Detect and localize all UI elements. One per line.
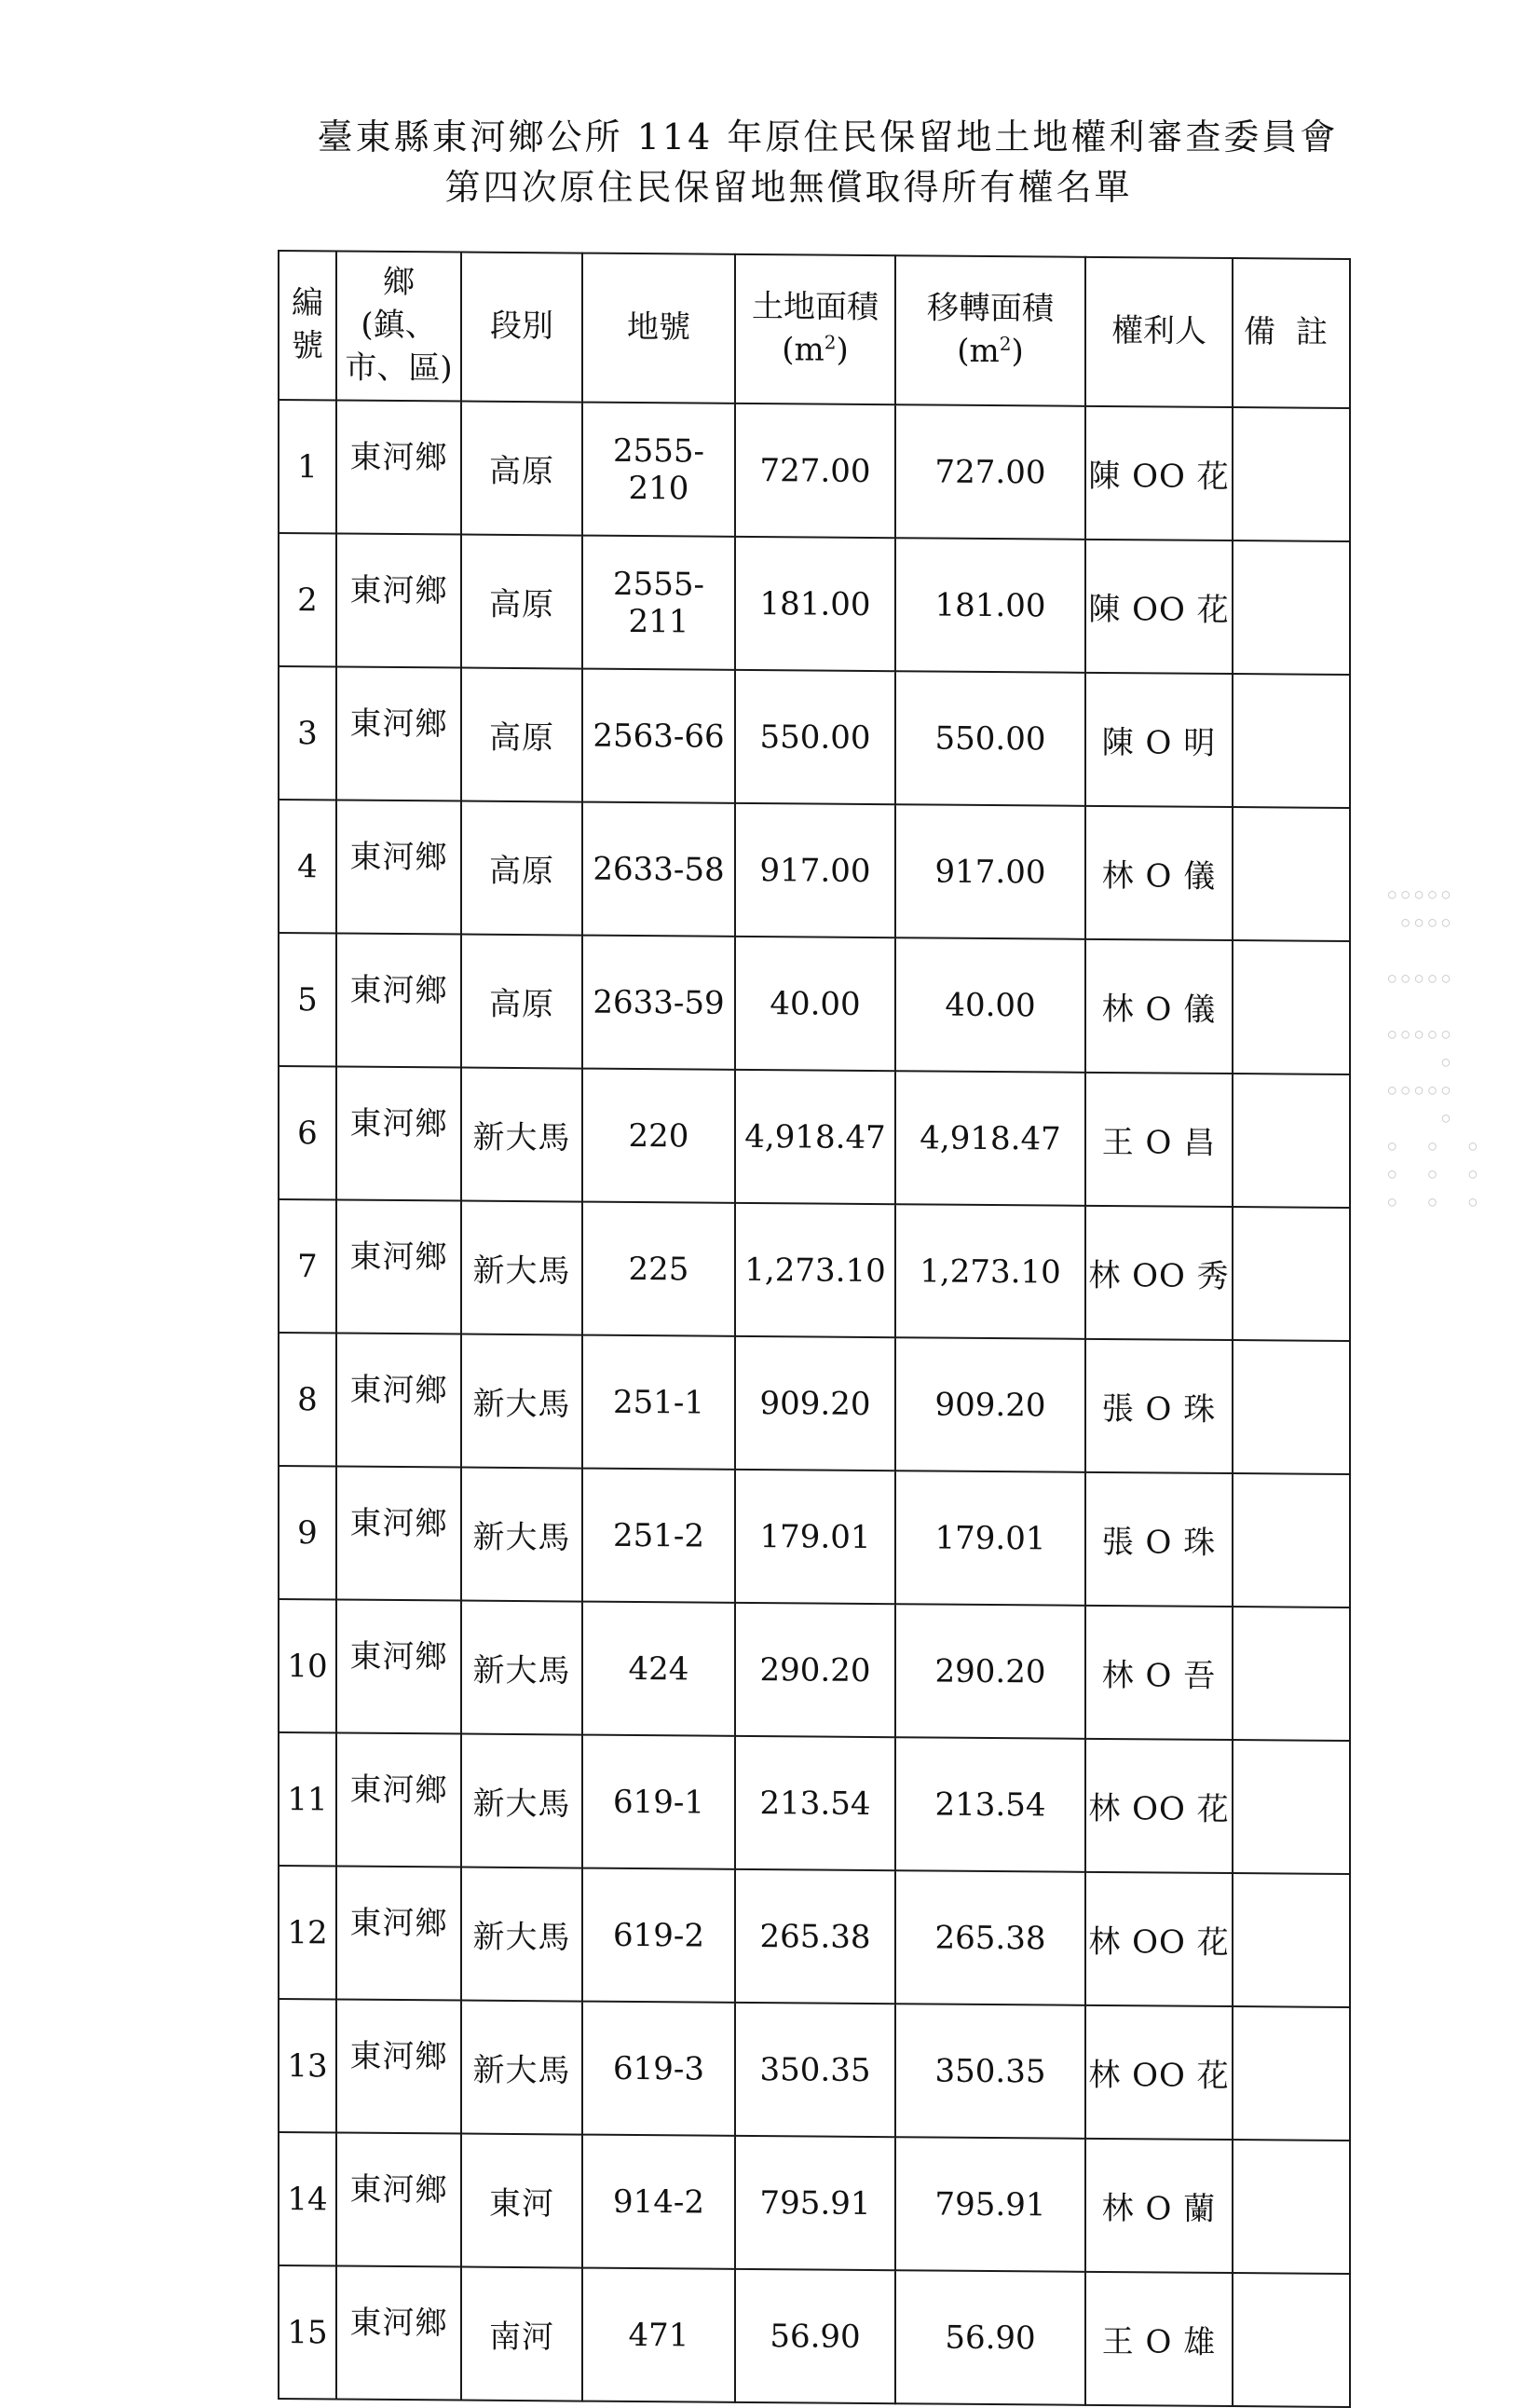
cell-note — [1233, 2140, 1350, 2274]
cell-township: 東河鄉 — [336, 2132, 461, 2266]
cell-section: 高原 — [461, 402, 582, 536]
cell-owner: 林 O 蘭 — [1085, 2139, 1233, 2273]
cell-note — [1233, 1873, 1350, 2007]
table-row — [279, 1466, 1350, 1608]
cell-number: 13 — [279, 1999, 336, 2132]
header-land-area: 土地面積 $(m^2)$ — [735, 254, 895, 404]
cell-lot-number: 2633-58 — [582, 802, 735, 937]
cell-land-area: 290.20 — [735, 1603, 895, 1737]
cell-transfer-area: 550.00 — [895, 671, 1085, 806]
cell-section: 新大馬 — [461, 1601, 582, 1735]
cell-land-area: 550.00 — [735, 670, 895, 804]
table-row — [279, 1999, 1350, 2141]
cell-township: 東河鄉 — [336, 533, 461, 667]
cell-land-area: 181.00 — [735, 537, 895, 671]
cell-section: 新大馬 — [461, 2001, 582, 2135]
document-subtitle: 第四次原住民保留地無償取得所有權名單 — [444, 167, 1133, 208]
cell-transfer-area: 350.35 — [895, 2004, 1085, 2139]
cell-transfer-area: 795.91 — [895, 2137, 1085, 2272]
cell-note — [1233, 1740, 1350, 1874]
cell-note — [1233, 940, 1350, 1074]
cell-land-area: 909.20 — [735, 1336, 895, 1471]
cell-land-area: 4,918.47 — [735, 1070, 895, 1204]
cell-number: 15 — [279, 2265, 336, 2399]
cell-transfer-area: 56.90 — [895, 2270, 1085, 2405]
cell-land-area: 213.54 — [735, 1736, 895, 1870]
cell-section: 東河 — [461, 2134, 582, 2268]
cell-owner: 林 OO 花 — [1085, 2005, 1233, 2140]
cell-note — [1233, 540, 1350, 675]
table-row — [279, 1866, 1350, 2007]
table-row — [279, 533, 1350, 675]
cell-number: 1 — [279, 400, 336, 533]
cell-section: 高原 — [461, 668, 582, 802]
table-row — [279, 2265, 1350, 2407]
cell-lot-number: 2633-59 — [582, 936, 735, 1070]
cell-section: 高原 — [461, 935, 582, 1069]
cell-number: 11 — [279, 1732, 336, 1866]
header-owner: 權利人 — [1085, 257, 1233, 407]
cell-owner: 林 O 儀 — [1085, 939, 1233, 1074]
table-row — [279, 933, 1350, 1074]
table-row — [279, 1066, 1350, 1208]
scan-artifact-dots: ○○○○○ ○○○○ ○○○○○ ○○○○○ ○ ○○○○○ ○ ○ ○ ○ ○ ○ ○ ○ ○ ○ — [1388, 887, 1483, 1210]
table-body — [279, 400, 1350, 2407]
table-row — [279, 2132, 1350, 2274]
cell-note — [1233, 1074, 1350, 1208]
cell-transfer-area: 4,918.47 — [895, 1071, 1085, 1206]
cell-owner: 林 O 儀 — [1085, 806, 1233, 940]
cell-section: 新大馬 — [461, 1734, 582, 1868]
header-row — [279, 251, 1350, 408]
ownership-list-table — [278, 250, 1351, 2408]
cell-lot-number: 471 — [582, 2268, 735, 2402]
cell-lot-number: 914-2 — [582, 2135, 735, 2269]
table-row — [279, 1333, 1350, 1474]
cell-owner: 林 OO 秀 — [1085, 1206, 1233, 1340]
document-title: 臺東縣東河鄉公所 114 年原住民保留地土地權利審查委員會 — [317, 116, 1339, 157]
cell-land-area: 1,273.10 — [735, 1203, 895, 1337]
table-row — [279, 400, 1350, 541]
cell-township: 東河鄉 — [336, 400, 461, 534]
cell-township: 東河鄉 — [336, 1999, 461, 2133]
cell-lot-number: 2555-210 — [582, 403, 735, 537]
cell-lot-number: 619-3 — [582, 2002, 735, 2136]
cell-number: 8 — [279, 1333, 336, 1466]
header-section: 段別 — [461, 253, 582, 403]
cell-number: 2 — [279, 533, 336, 666]
cell-note — [1233, 1207, 1350, 1341]
cell-owner: 陳 OO 花 — [1085, 540, 1233, 674]
cell-number: 9 — [279, 1466, 336, 1599]
cell-township: 東河鄉 — [336, 1199, 461, 1334]
cell-lot-number: 619-1 — [582, 1735, 735, 1869]
cell-township: 東河鄉 — [336, 933, 461, 1067]
cell-transfer-area: 290.20 — [895, 1604, 1085, 1739]
cell-owner: 王 O 雄 — [1085, 2272, 1233, 2406]
cell-land-area: 917.00 — [735, 803, 895, 937]
cell-section: 高原 — [461, 535, 582, 669]
cell-land-area: 350.35 — [735, 2003, 895, 2137]
header-township: 鄉 (鎮、 市、區) — [336, 251, 461, 401]
cell-township: 東河鄉 — [336, 1333, 461, 1467]
cell-owner: 林 O 吾 — [1085, 1606, 1233, 1740]
header-transfer-area: 移轉面積 $(m^2)$ — [895, 255, 1085, 406]
cell-note — [1233, 1607, 1350, 1741]
cell-owner: 張 O 珠 — [1085, 1339, 1233, 1473]
cell-section: 新大馬 — [461, 1201, 582, 1335]
cell-number: 10 — [279, 1599, 336, 1732]
cell-section: 新大馬 — [461, 1334, 582, 1469]
cell-transfer-area: 181.00 — [895, 538, 1085, 673]
cell-section: 南河 — [461, 2267, 582, 2401]
table-row — [279, 1732, 1350, 1874]
cell-section: 新大馬 — [461, 1868, 582, 2002]
cell-township: 東河鄉 — [336, 1599, 461, 1733]
cell-land-area: 795.91 — [735, 2136, 895, 2270]
cell-owner: 林 OO 花 — [1085, 1872, 1233, 2006]
cell-land-area: 727.00 — [735, 404, 895, 538]
cell-transfer-area: 727.00 — [895, 404, 1085, 540]
cell-owner: 陳 O 明 — [1085, 673, 1233, 807]
header-number: 編 號 — [279, 251, 336, 400]
cell-transfer-area: 40.00 — [895, 937, 1085, 1073]
table-row — [279, 1599, 1350, 1741]
cell-number: 5 — [279, 933, 336, 1066]
cell-note — [1233, 2006, 1350, 2141]
cell-section: 新大馬 — [461, 1468, 582, 1602]
cell-transfer-area: 265.38 — [895, 1870, 1085, 2005]
cell-transfer-area: 179.01 — [895, 1471, 1085, 1606]
header-note: 備註 — [1233, 258, 1350, 408]
cell-township: 東河鄉 — [336, 800, 461, 934]
cell-transfer-area: 213.54 — [895, 1737, 1085, 1872]
cell-township: 東河鄉 — [336, 2265, 461, 2400]
cell-number: 3 — [279, 666, 336, 800]
cell-township: 東河鄉 — [336, 1066, 461, 1200]
header-lot-number: 地號 — [582, 253, 735, 404]
cell-owner: 林 OO 花 — [1085, 1739, 1233, 1873]
cell-note — [1233, 1473, 1350, 1608]
cell-transfer-area: 917.00 — [895, 804, 1085, 939]
cell-lot-number: 619-2 — [582, 1868, 735, 2003]
cell-land-area: 265.38 — [735, 1869, 895, 2004]
cell-land-area: 179.01 — [735, 1470, 895, 1604]
table-row — [279, 800, 1350, 941]
cell-township: 東河鄉 — [336, 666, 461, 800]
cell-note — [1233, 674, 1350, 808]
cell-number: 6 — [279, 1066, 336, 1199]
cell-number: 7 — [279, 1199, 336, 1333]
cell-note — [1233, 1340, 1350, 1474]
cell-township: 東河鄉 — [336, 1732, 461, 1867]
cell-owner: 王 O 昌 — [1085, 1073, 1233, 1207]
cell-number: 4 — [279, 800, 336, 933]
cell-lot-number: 2563-66 — [582, 669, 735, 803]
table-row — [279, 666, 1350, 808]
table-header — [279, 251, 1350, 408]
cell-owner: 陳 OO 花 — [1085, 406, 1233, 540]
table-row — [279, 1199, 1350, 1341]
cell-transfer-area: 1,273.10 — [895, 1204, 1085, 1339]
cell-note — [1233, 2273, 1350, 2407]
cell-township: 東河鄉 — [336, 1866, 461, 2000]
cell-transfer-area: 909.20 — [895, 1337, 1085, 1472]
cell-lot-number: 225 — [582, 1202, 735, 1336]
cell-lot-number: 251-2 — [582, 1469, 735, 1603]
cell-lot-number: 424 — [582, 1602, 735, 1736]
cell-lot-number: 2555-211 — [582, 536, 735, 670]
cell-lot-number: 251-1 — [582, 1335, 735, 1470]
cell-section: 新大馬 — [461, 1068, 582, 1202]
cell-note — [1233, 407, 1350, 541]
cell-number: 12 — [279, 1866, 336, 1999]
cell-township: 東河鄉 — [336, 1466, 461, 1600]
cell-note — [1233, 807, 1350, 941]
cell-number: 14 — [279, 2132, 336, 2265]
cell-lot-number: 220 — [582, 1069, 735, 1203]
cell-section: 高原 — [461, 801, 582, 936]
cell-land-area: 56.90 — [735, 2269, 895, 2403]
cell-owner: 張 O 珠 — [1085, 1472, 1233, 1607]
cell-land-area: 40.00 — [735, 937, 895, 1071]
